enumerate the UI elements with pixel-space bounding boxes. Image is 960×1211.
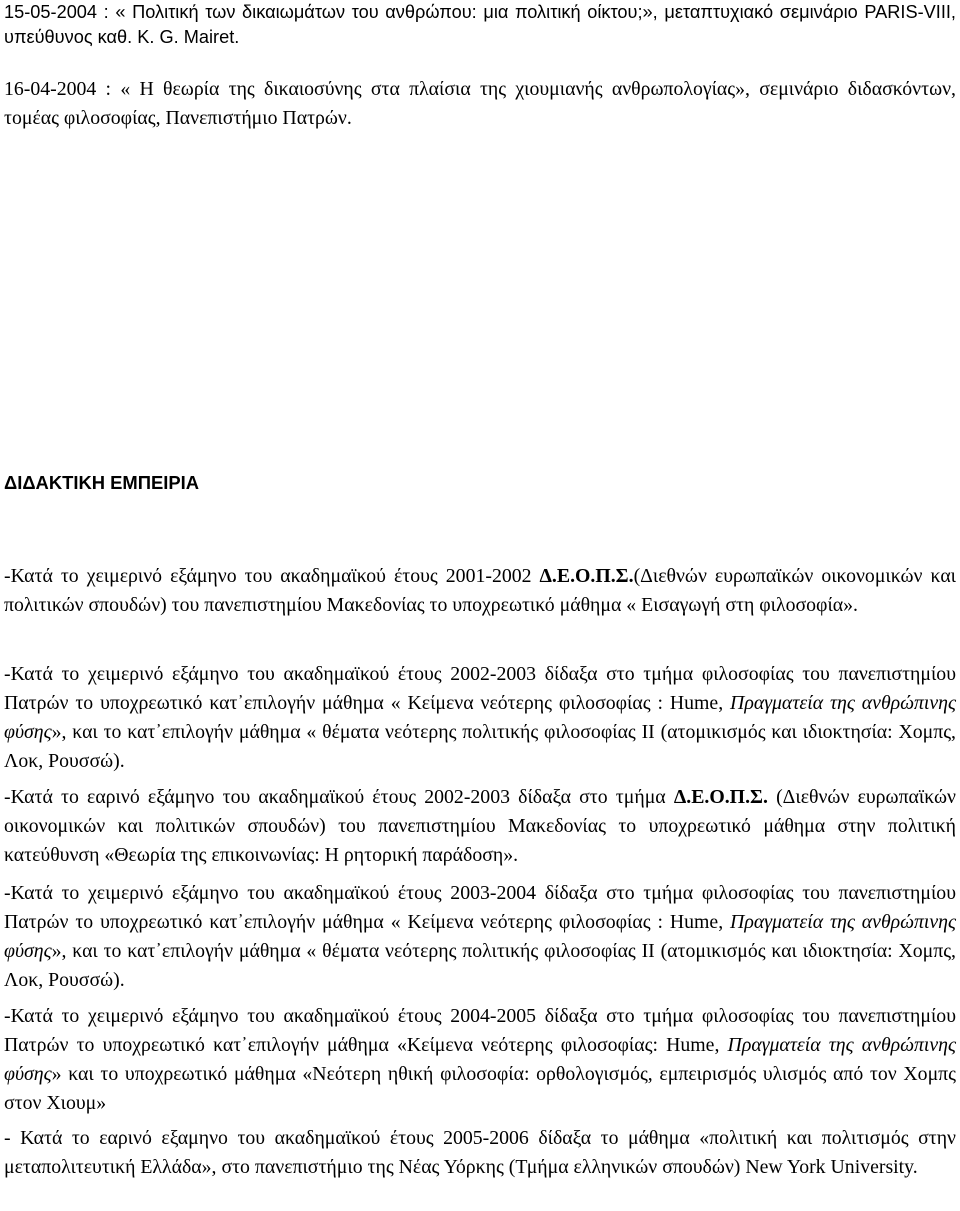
department-acronym: Δ.Ε.Ο.Π.Σ. bbox=[539, 565, 634, 587]
seminar-entry-2 bbox=[4, 75, 956, 133]
section-heading-text: ΔΙΔΑΚΤΙΚΗ ΕΜΠΕΙΡΙΑ bbox=[4, 472, 200, 493]
entry-text: -Κατά το χειμερινό εξάμηνο του ακαδημαϊκού έτους 2003-2004 δίδαξα στο τμήμα φιλοσοφίας του πανεπιστημίου Πατρών το υποχρεωτικό κατ᾽επιλογήν μάθημα « Κείμενα νεότερης φιλοσοφίας : Hume, bbox=[4, 882, 956, 933]
entry-text: », και το κατ᾽επιλογήν μάθημα « θέματα νεότερης πολιτικής φιλοσοφίας ΙΙ (ατομικισμός και ιδιοκτησία: Χομπς, Λοκ, Ρουσσώ). bbox=[4, 721, 956, 772]
teaching-entry-2 bbox=[4, 660, 956, 776]
teaching-entry-3 bbox=[4, 783, 956, 870]
teaching-entry-5 bbox=[4, 1002, 956, 1118]
entry-text: », και το κατ᾽επιλογήν μάθημα « θέματα νεότερης πολιτικής φιλοσοφίας ΙΙ (ατομικισμός και ιδιοκτησία: Χομπς, Λοκ, Ρουσσώ). bbox=[4, 940, 956, 991]
seminar-entry-1 bbox=[4, 0, 956, 50]
teaching-entry-1 bbox=[4, 562, 956, 620]
entry-text: -Κατά το εαρινό εξάμηνο του ακαδημαϊκού έτους 2002-2003 δίδαξα στο τμήμα bbox=[4, 786, 674, 808]
entry-text: - Κατά το εαρινό εξαμηνο του ακαδημαϊκού έτους 2005-2006 δίδαξα το μάθημα «πολιτική και πολιτισμός στην μεταπολιτευτική Ελλάδα», στο πανεπιστήμιο της Νέας Υόρκης (Τμήμα ελληνικών σπουδών) New York University. bbox=[4, 1127, 956, 1178]
seminar-entry-text: 15-05-2004 : « Πολιτική των δικαιωμάτων του ανθρώπου: μια πολιτική οίκτου;», μεταπτυχιακό σεμινάριο PARIS-VIII, υπεύθυνος καθ. K. G. Mairet. bbox=[4, 2, 956, 47]
seminar-entry-text: 16-04-2004 : « Η θεωρία της δικαιοσύνης στα πλαίσια της χιουμιανής ανθρωπολογίας», σεμινάριο διδασκόντων, τομέας φιλοσοφίας, Πανεπιστήμιο Πατρών. bbox=[4, 78, 956, 129]
section-heading bbox=[4, 470, 199, 495]
entry-text: -Κατά το χειμερινό εξάμηνο του ακαδημαϊκού έτους 2004-2005 δίδαξα στο τμήμα φιλοσοφίας του πανεπιστημίου Πατρών το υποχρεωτικό κατ᾽επιλογήν μάθημα «Κείμενα νεότερης φιλοσοφίας: Hume, bbox=[4, 1005, 956, 1056]
teaching-entry-6 bbox=[4, 1124, 956, 1182]
department-acronym: Δ.Ε.Ο.Π.Σ. bbox=[673, 786, 768, 808]
entry-text: -Κατά το χειμερινό εξάμηνο του ακαδημαϊκού έτους 2002-2003 δίδαξα στο τμήμα φιλοσοφίας του πανεπιστημίου Πατρών το υποχρεωτικό κατ᾽επιλογήν μάθημα « Κείμενα νεότερης φιλοσοφίας : Hume, bbox=[4, 663, 956, 714]
book-title: Πραγματεία της ανθρώπινης φύσης bbox=[4, 911, 956, 962]
entry-text: (Διεθνών ευρωπαϊκών οικονομικών και πολιτικών σπουδών) του πανεπιστημίου Μακεδονίας το υποχρεωτικό μάθημα « Εισαγωγή στη φιλοσοφία». bbox=[4, 565, 957, 616]
book-title: Πραγματεία της ανθρώπινης φύσης bbox=[4, 1034, 956, 1085]
entry-text: -Κατά το χειμερινό εξάμηνο του ακαδημαϊκού έτους 2001-2002 bbox=[4, 565, 540, 587]
entry-text: » και το υποχρεωτικό μάθημα «Νεότερη ηθική φιλοσοφία: ορθολογισμός, εμπειρισμός υλισμός από τον Χομπς στον Χιουμ» bbox=[4, 1063, 956, 1114]
teaching-entry-4 bbox=[4, 879, 956, 995]
entry-text: (Διεθνών ευρωπαϊκών οικονομικών και πολιτικών σπουδών) του πανεπιστημίου Μακεδονίας το υποχρεωτικό μάθημα στην πολιτική κατεύθυνση «Θεωρία της επικοινωνίας: Η ρητορική παράδοση». bbox=[4, 786, 956, 866]
book-title: Πραγματεία της ανθρώπινης φύσης bbox=[4, 692, 956, 743]
